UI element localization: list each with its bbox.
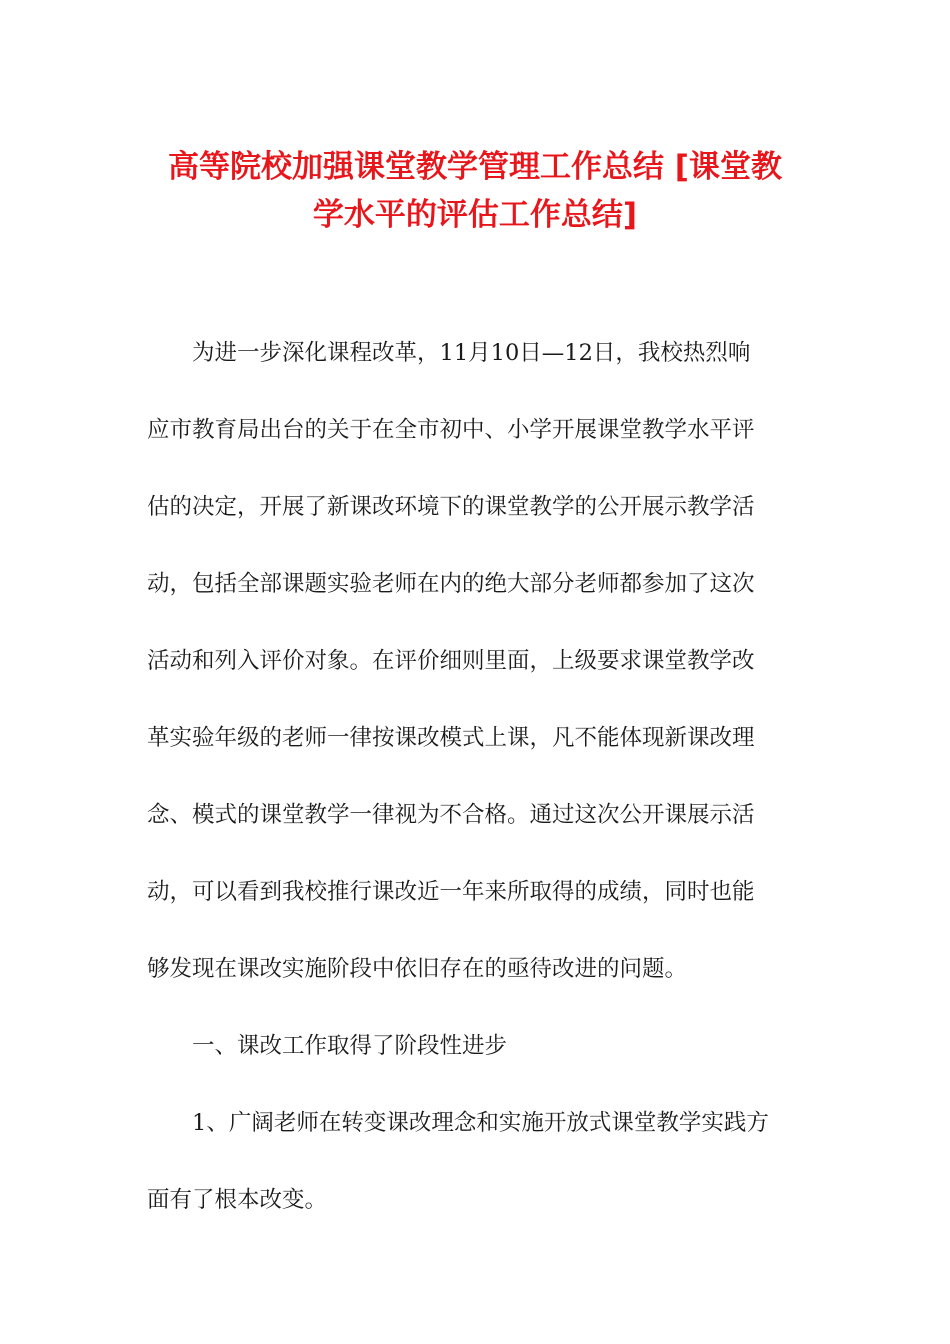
document-body [147,329,807,1253]
body-line: 革实验年级的老师一律按课改模式上课，凡不能体现新课改理 [147,725,755,751]
document-title [110,143,840,239]
body-line: 1、广阔老师在转变课改理念和实施开放式课堂教学实践方 [192,1110,769,1136]
body-line: 估的决定，开展了新课改环境下的课堂教学的公开展示教学活 [147,494,755,520]
body-line: 应市教育局出台的关于在全市初中、小学开展课堂教学水平评 [147,417,755,443]
body-line: 活动和列入评价对象。在评价细则里面，上级要求课堂教学改 [147,648,755,674]
body-line: 动，可以看到我校推行课改近一年来所取得的成绩，同时也能 [147,879,755,905]
section-heading: 一、课改工作取得了阶段性进步 [192,1033,508,1059]
body-line: 够发现在课改实施阶段中依旧存在的亟待改进的问题。 [147,956,688,982]
body-line: 面有了根本改变。 [147,1187,328,1213]
body-line: 念、模式的课堂教学一律视为不合格。通过这次公开课展示活 [147,802,755,828]
title-line-2: 学水平的评估工作总结] [312,197,638,233]
body-line: 动，包括全部课题实验老师在内的绝大部分老师都参加了这次 [147,571,755,597]
body-line: 为进一步深化课程改革，11月10日—12日，我校热烈响 [192,340,751,366]
title-line-1: 高等院校加强课堂教学管理工作总结 [课堂教 [168,149,782,185]
